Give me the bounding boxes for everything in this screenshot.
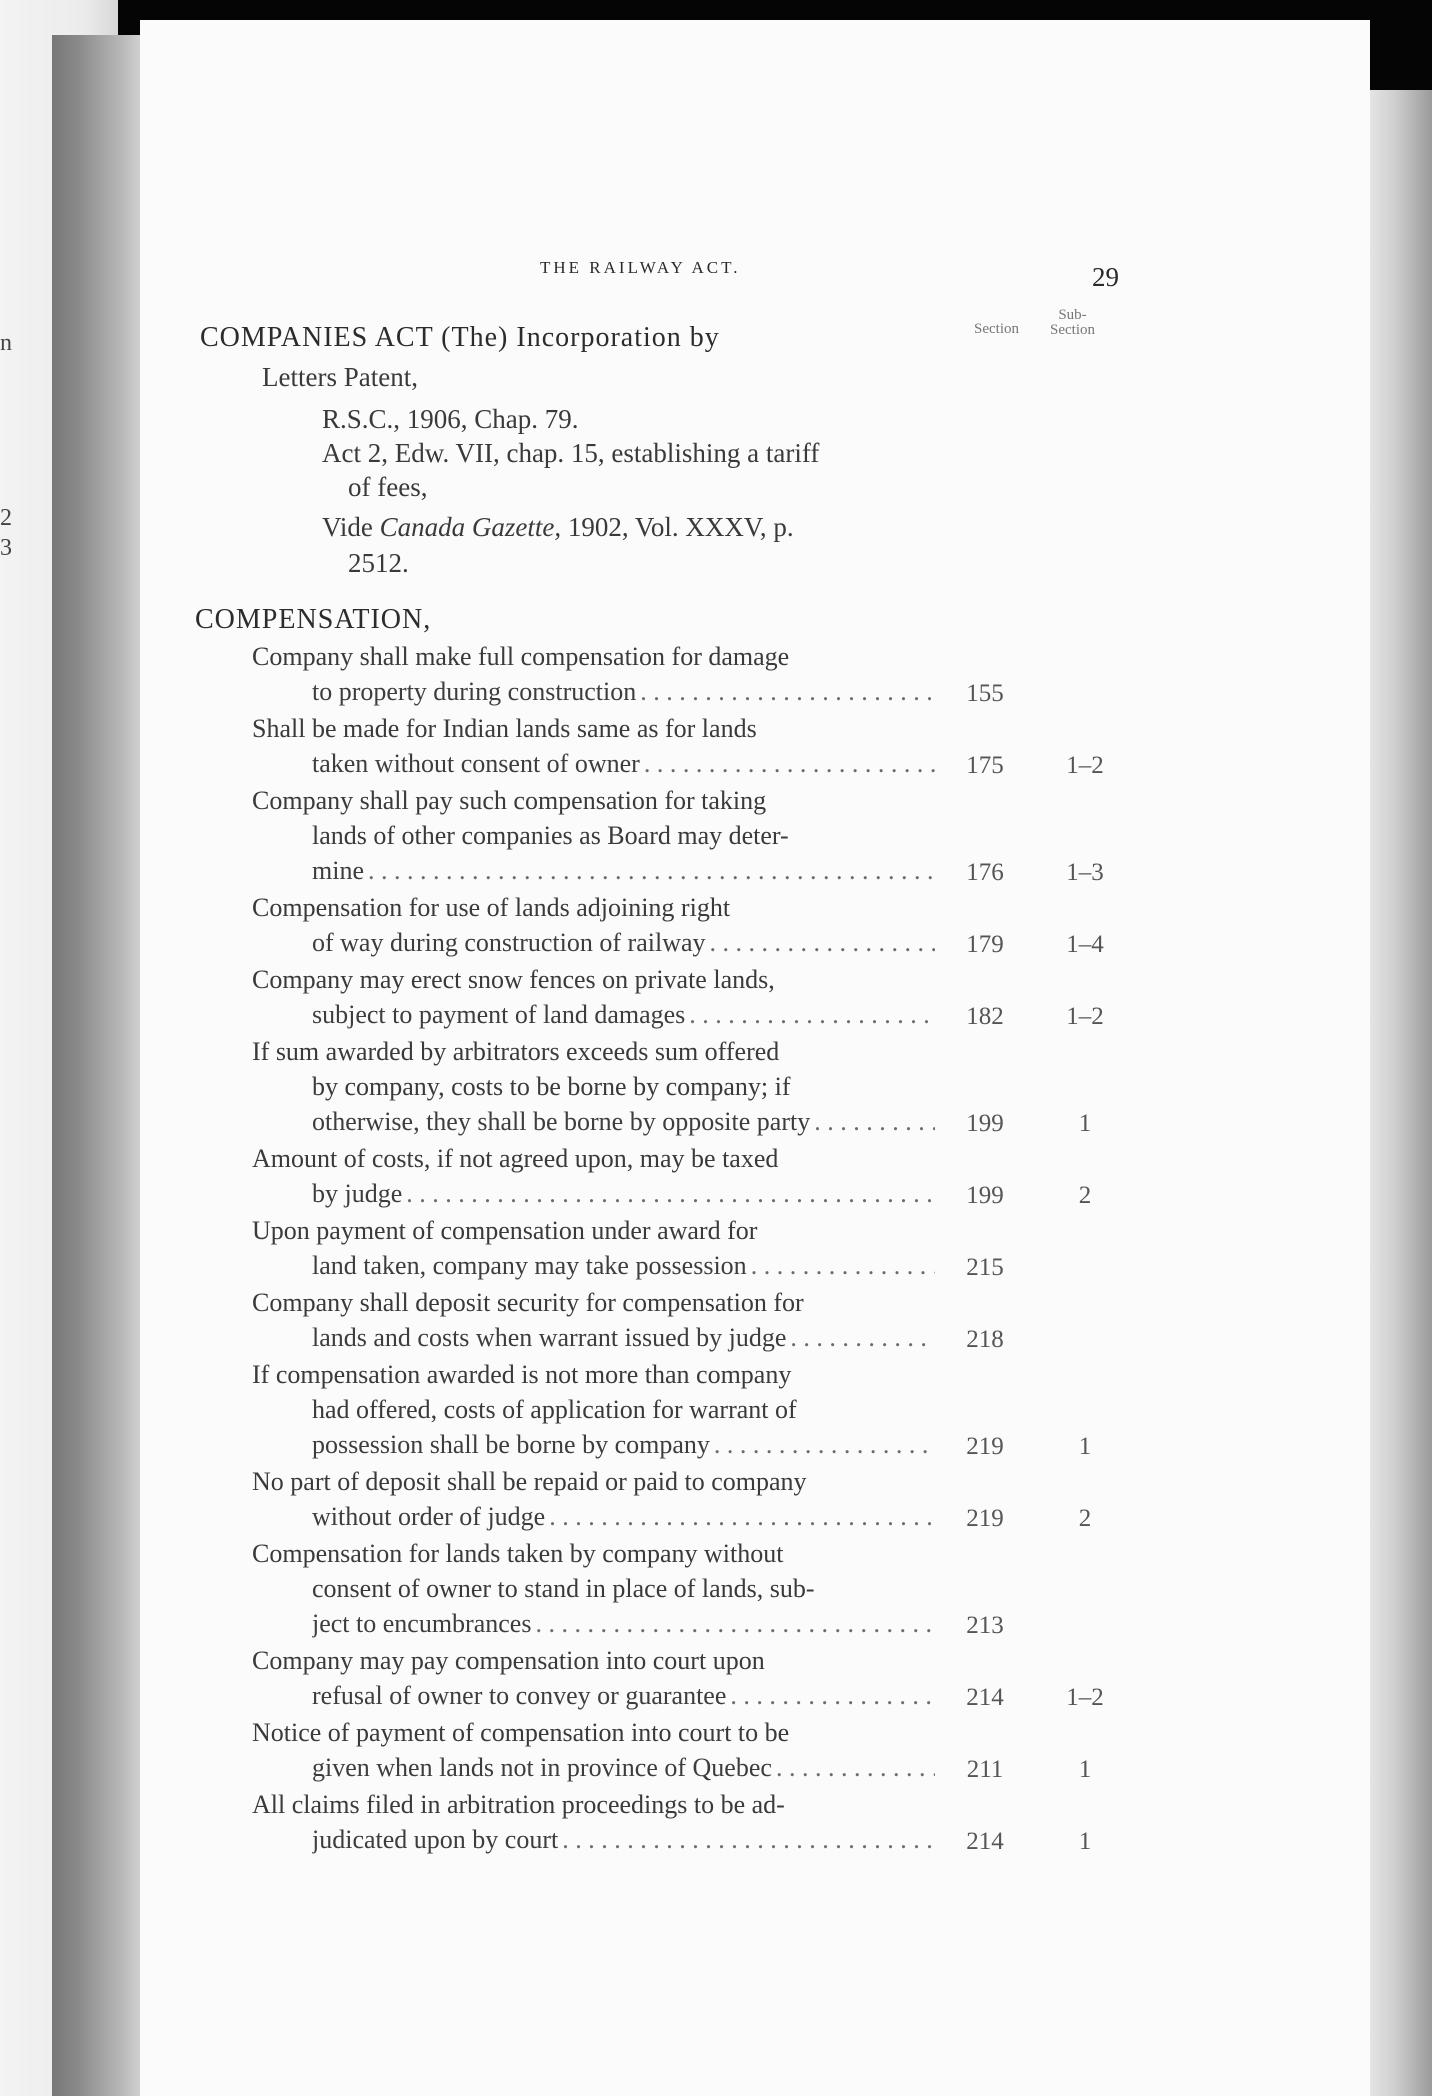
dot-leader (714, 1430, 935, 1460)
entry-final-text: judicated upon by court (312, 1825, 559, 1854)
entry-final-text: to property during construction (312, 677, 637, 706)
entry-line: Company shall pay such compensation for taking (252, 786, 767, 815)
dot-leader (640, 677, 935, 707)
section-number: 199 (966, 1182, 1004, 1209)
entry-final-line (312, 1251, 935, 1281)
right-page-edge (1370, 90, 1432, 2096)
entry-final-line (312, 1179, 935, 1209)
section-number: 155 (966, 680, 1004, 707)
entry-line: Company may pay compensation into court upon (252, 1646, 765, 1675)
subsection-number: 1–3 (1066, 859, 1104, 886)
subsection-number: 1–2 (1066, 1684, 1104, 1711)
section-number: 215 (966, 1254, 1004, 1281)
companies-act-heading: COMPANIES ACT (The) Incorporation by (200, 322, 720, 353)
vide-prefix: Vide (322, 512, 373, 542)
entry-line: Company shall make full compensation for damage (252, 642, 790, 671)
left-page-fragment: 3 (0, 535, 12, 561)
entry-final-text: lands and costs when warrant issued by judge (312, 1323, 787, 1352)
section-number: 176 (966, 859, 1004, 886)
entry-final-line (312, 749, 935, 779)
entry-line: Compensation for use of lands adjoining right (252, 893, 731, 922)
entry-final-line (312, 1753, 935, 1783)
entry-line: Compensation for lands taken by company without (252, 1539, 784, 1568)
entry-final-text: ject to encumbrances (312, 1609, 532, 1638)
entry-line: Company shall deposit security for compensation for (252, 1288, 804, 1317)
vide-page: 2512. (348, 548, 409, 578)
dot-leader (562, 1825, 935, 1855)
entry-final-line (312, 1825, 935, 1855)
subsection-number: 1 (1078, 1828, 1092, 1855)
vide-gazette: Canada Gazette, (379, 512, 562, 542)
subsection-number: 1–2 (1066, 752, 1104, 779)
entry-final-text: refusal of owner to convey or guarantee (312, 1681, 727, 1710)
entry-final-line (312, 856, 935, 886)
entry-final-line (312, 1430, 935, 1460)
entry-final-line (312, 1107, 935, 1137)
subsection-header-line: Section (1050, 322, 1095, 338)
companies-act-line: Act 2, Edw. VII, chap. 15, establishing a tariff (322, 438, 820, 468)
entry-line: Shall be made for Indian lands same as for lands (252, 714, 757, 743)
companies-act-line: of fees, (348, 472, 428, 502)
dot-leader (535, 1609, 935, 1639)
subsection-number: 2 (1078, 1505, 1092, 1532)
dot-leader (644, 749, 935, 779)
vide-reference (322, 512, 794, 543)
entry-line: No part of deposit shall be repaid or paid to company (252, 1467, 807, 1496)
section-number: 219 (966, 1433, 1004, 1460)
section-number: 213 (966, 1612, 1004, 1639)
entry-final-text: without order of judge (312, 1502, 546, 1531)
entry-final-text: of way during construction of railway (312, 928, 706, 957)
page-number: 29 (1092, 262, 1119, 292)
subsection-column-header (1050, 308, 1095, 338)
dot-leader (368, 856, 935, 886)
entry-line: Upon payment of compensation under award for (252, 1216, 758, 1245)
entry-final-text: land taken, company may take possession (312, 1251, 747, 1280)
section-number: 199 (966, 1110, 1004, 1137)
companies-act-line: R.S.C., 1906, Chap. 79. (322, 404, 579, 434)
dot-leader (790, 1323, 935, 1353)
companies-act-line: Letters Patent, (262, 362, 418, 392)
entry-final-line (312, 1000, 935, 1030)
subsection-header-line: Sub- (1058, 307, 1087, 323)
dot-leader (710, 928, 935, 958)
entry-line: Amount of costs, if not agreed upon, may be taxed (252, 1144, 779, 1173)
section-number: 214 (966, 1684, 1004, 1711)
subsection-number: 1–4 (1066, 931, 1104, 958)
entry-line: lands of other companies as Board may deter- (312, 821, 789, 850)
section-number: 182 (966, 1003, 1004, 1030)
subsection-number: 2 (1078, 1182, 1092, 1209)
entry-line: If sum awarded by arbitrators exceeds sum offered (252, 1037, 780, 1066)
dot-leader (751, 1251, 935, 1281)
entry-final-text: otherwise, they shall be borne by opposite party (312, 1107, 811, 1136)
section-number: 219 (966, 1505, 1004, 1532)
entry-final-text: subject to payment of land damages (312, 1000, 686, 1029)
entry-final-line (312, 1609, 935, 1639)
dot-leader (814, 1107, 935, 1137)
entry-final-text: given when lands not in province of Quebec (312, 1753, 772, 1782)
entry-line: If compensation awarded is not more than company (252, 1360, 792, 1389)
entry-final-text: possession shall be borne by company (312, 1430, 710, 1459)
compensation-heading: COMPENSATION, (195, 604, 432, 635)
subsection-number: 1 (1078, 1756, 1092, 1783)
section-number: 214 (966, 1828, 1004, 1855)
entry-line: had offered, costs of application for warrant of (312, 1395, 797, 1424)
left-page-fragment: 2 (0, 505, 12, 531)
section-number: 218 (966, 1326, 1004, 1353)
entry-line: All claims filed in arbitration proceedings to be ad- (252, 1790, 785, 1819)
entry-line: consent of owner to stand in place of lands, sub- (312, 1574, 815, 1603)
subsection-number: 1 (1078, 1433, 1092, 1460)
dot-leader (776, 1753, 935, 1783)
entry-final-line (312, 1502, 935, 1532)
entry-line: by company, costs to be borne by company; if (312, 1072, 791, 1101)
dot-leader (730, 1681, 935, 1711)
entry-final-text: taken without consent of owner (312, 749, 640, 778)
entry-final-line (312, 677, 935, 707)
entry-final-line (312, 1323, 935, 1353)
entry-final-text: by judge (312, 1179, 403, 1208)
section-column-header: Section (974, 321, 1019, 337)
subsection-number: 1–2 (1066, 1003, 1104, 1030)
dot-leader (549, 1502, 935, 1532)
dot-leader (406, 1179, 935, 1209)
running-title: THE RAILWAY ACT. (540, 258, 741, 277)
entry-line: Company may erect snow fences on private lands, (252, 965, 775, 994)
left-page-fragment: n (0, 330, 12, 356)
section-number: 175 (966, 752, 1004, 779)
book-gutter (52, 35, 140, 2096)
entry-line: Notice of payment of compensation into court to be (252, 1718, 790, 1747)
entry-final-line (312, 1681, 935, 1711)
section-number: 211 (966, 1756, 1004, 1783)
entry-final-text: mine (312, 856, 364, 885)
entry-final-line (312, 928, 935, 958)
subsection-number: 1 (1078, 1110, 1092, 1137)
section-number: 179 (966, 931, 1004, 958)
vide-rest: 1902, Vol. XXXV, p. (567, 512, 794, 542)
dot-leader (689, 1000, 935, 1030)
